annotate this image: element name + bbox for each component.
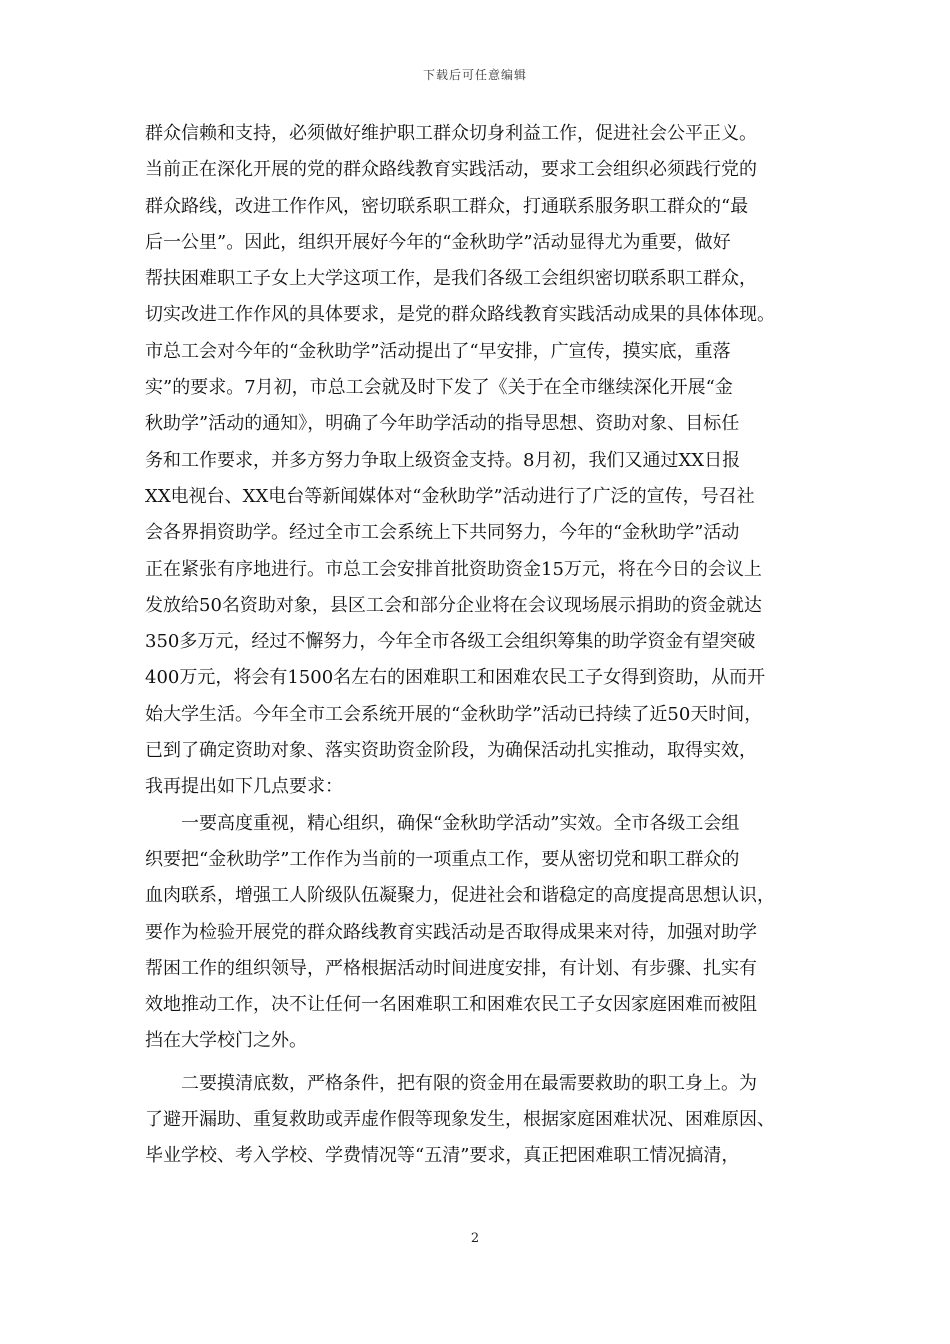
page-number: 2	[470, 1231, 480, 1246]
text-line: 后一公里”。因此，组织开展好今年的“金秋助学”活动显得尤为重要，做好	[145, 231, 731, 253]
text-line: 要作为检验开展党的群众路线教育实践活动是否取得成果来对待，加强对助学	[145, 921, 757, 943]
paragraph-1	[145, 116, 809, 806]
text-line: 群众路线，改进工作作风，密切联系职工群众，打通联系服务职工群众的“最	[145, 195, 749, 217]
text-line: 二要摸清底数，严格条件，把有限的资金用在最需要救助的职工身上。为	[181, 1072, 757, 1094]
text-line: 血肉联系，增强工人阶级队伍凝聚力，促进社会和谐稳定的高度提高思想认识，	[145, 885, 775, 907]
paragraph-2	[145, 806, 809, 1060]
text-line: 实”的要求。7月初，市总工会就及时下发了《关于在全市继续深化开展“金	[145, 377, 733, 399]
text-line: 秋助学”活动的通知》，明确了今年助学活动的指导思想、资助对象、目标任	[145, 413, 740, 435]
text-line: 当前正在深化开展的党的群众路线教育实践活动，要求工会组织必须践行党的	[145, 159, 757, 181]
text-line: 效地推动工作，决不让任何一名困难职工和困难农民工子女因家庭困难而被阻	[145, 994, 757, 1016]
text-line: 了避开漏助、重复救助或弄虚作假等现象发生，根据家庭困难状况、困难原因、	[145, 1109, 775, 1131]
text-line: 务和工作要求，并多方努力争取上级资金支持。8月初，我们又通过XX日报	[145, 449, 741, 471]
text-line: 帮困工作的组织领导，严格根据活动时间进度安排，有计划、有步骤、扎实有	[145, 957, 757, 979]
text-line: 350多万元，经过不懈努力，今年全市各级工会组织筹集的助学资金有望突破	[145, 631, 756, 653]
text-line: 400万元，将会有1500名左右的困难职工和困难农民工子女得到资助，从而开	[145, 667, 766, 689]
text-line: 切实改进工作作风的具体要求，是党的群众路线教育实践活动成果的具体体现。	[145, 304, 775, 326]
text-line: 挡在大学校门之外。	[145, 1030, 307, 1052]
text-line: 正在紧张有序地进行。市总工会安排首批资助资金15万元，将在今日的会议上	[145, 558, 762, 580]
text-line: 发放给50名资助对象，县区工会和部分企业将在会议现场展示捐助的资金就达	[145, 594, 762, 616]
page-header: 下载后可任意编辑	[422, 68, 527, 82]
text-line: 织要把“金秋助学”工作作为当前的一项重点工作，要从密切党和职工群众的	[145, 848, 740, 870]
text-line: 毕业学校、考入学校、学费情况等“五清”要求，真正把困难职工情况搞清，	[145, 1145, 740, 1167]
document-body	[145, 116, 809, 1175]
text-line: 已到了确定资助对象、落实资助资金阶段，为确保活动扎实推动，取得实效，	[145, 740, 757, 762]
text-line: 市总工会对今年的“金秋助学”活动提出了“早安排，广宣传，摸实底，重落	[145, 340, 731, 362]
text-line: 群众信赖和支持，必须做好维护职工群众切身利益工作，促进社会公平正义。	[145, 123, 757, 144]
text-line: 一要高度重视，精心组织，确保“金秋助学活动”实效。全市各级工会组	[181, 812, 740, 834]
text-line: XX电视台、XX电台等新闻媒体对“金秋助学”活动进行了广泛的宣传，号召社	[145, 485, 755, 507]
text-line: 我再提出如下几点要求：	[145, 776, 343, 798]
text-line: 帮扶困难职工子女上大学这项工作，是我们各级工会组织密切联系职工群众，	[145, 268, 757, 290]
text-line: 会各界捐资助学。经过全市工会系统上下共同努力，今年的“金秋助学”活动	[145, 522, 740, 544]
paragraph-3	[145, 1066, 809, 1175]
text-line: 始大学生活。今年全市工会系统开展的“金秋助学”活动已持续了近50天时间，	[145, 703, 763, 725]
